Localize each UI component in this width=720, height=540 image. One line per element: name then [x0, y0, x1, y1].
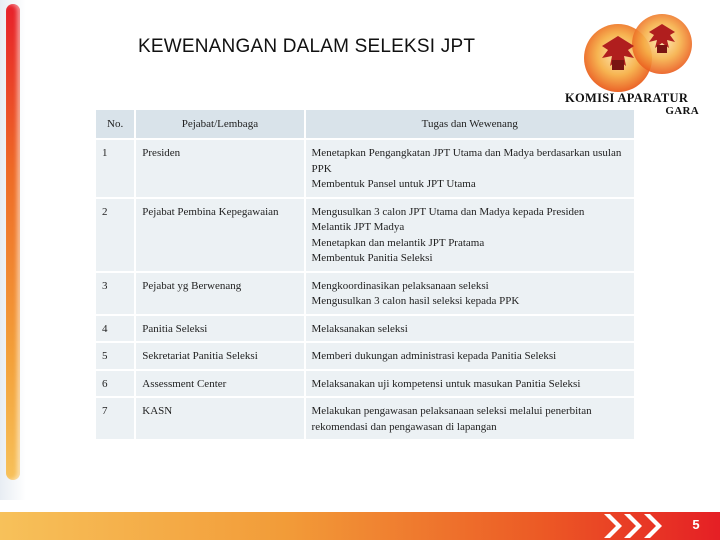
- garuda-emblem-icon: [584, 14, 692, 92]
- row-no: 1: [96, 140, 134, 197]
- task-line: Membentuk Panitia Seleksi: [311, 252, 433, 264]
- row-no: 5: [96, 343, 134, 369]
- task-line: Melaksanakan seleksi: [311, 322, 408, 335]
- header-tugas: Tugas dan Wewenang: [306, 110, 634, 138]
- row-no: 7: [96, 398, 134, 439]
- task-line: Mengusulkan 3 calon JPT Utama dan Madya kepada Presiden: [311, 205, 585, 218]
- table-row: [96, 371, 634, 397]
- row-pejabat: KASN: [136, 398, 303, 439]
- slide-title: KEWENANGAN DALAM SELEKSI JPT: [138, 36, 476, 57]
- row-tugas: [306, 140, 634, 197]
- task-line: Menetapkan dan melantik JPT Pratama: [311, 236, 485, 249]
- row-tugas: [306, 199, 634, 271]
- chevron-right-icon: [600, 512, 680, 540]
- left-decorative-bar: [0, 0, 26, 500]
- task-line: Membentuk Pansel untuk JPT Utama: [311, 178, 476, 190]
- row-tugas: [306, 343, 634, 369]
- row-no: 4: [96, 316, 134, 342]
- row-pejabat: Sekretariat Panitia Seleksi: [136, 343, 303, 369]
- left-bar-gradient: [6, 4, 20, 480]
- task-line: Melaksanakan uji kompetensi untuk masukan Panitia Seleksi: [311, 377, 581, 390]
- logo-line-2: GARA: [665, 105, 699, 117]
- header-no: No.: [96, 110, 134, 138]
- table-row: [96, 273, 634, 314]
- row-tugas: [306, 371, 634, 397]
- row-pejabat: Panitia Seleksi: [136, 316, 303, 342]
- row-no: 6: [96, 371, 134, 397]
- row-tugas: [306, 398, 634, 439]
- page-number: 5: [692, 517, 700, 532]
- task-line: Memberi dukungan administrasi kepada Panitia Seleksi: [311, 350, 557, 362]
- task-line: Melantik JPT Madya: [311, 221, 405, 233]
- row-pejabat: Pejabat Pembina Kepegawaian: [136, 199, 303, 271]
- row-pejabat: Presiden: [136, 140, 303, 197]
- row-tugas: [306, 316, 634, 342]
- table-row: [96, 316, 634, 342]
- header-pejabat: Pejabat/Lembaga: [136, 110, 303, 138]
- row-no: 2: [96, 199, 134, 271]
- logo-line-1: KOMISI APARATUR: [565, 91, 689, 105]
- table-row: [96, 398, 634, 439]
- row-no: 3: [96, 273, 134, 314]
- task-line: Mengkoordinasikan pelaksanaan seleksi: [311, 279, 489, 292]
- task-line: Melakukan pengawasan pelaksanaan seleksi melalui penerbitan rekomendasi dan pengawasan di lapangan: [311, 405, 592, 433]
- row-tugas: [306, 273, 634, 314]
- task-line: Menetapkan Pengangkatan JPT Utama dan Madya berdasarkan usulan PPK: [311, 147, 622, 175]
- row-pejabat: Pejabat yg Berwenang: [136, 273, 303, 314]
- table-row: [96, 343, 634, 369]
- table-header-row: [96, 110, 634, 138]
- table-row: [96, 199, 634, 271]
- table-row: [96, 140, 634, 197]
- row-pejabat: Assessment Center: [136, 371, 303, 397]
- task-line: Mengusulkan 3 calon hasil seleksi kepada PPK: [311, 295, 520, 307]
- authority-table: [94, 108, 636, 441]
